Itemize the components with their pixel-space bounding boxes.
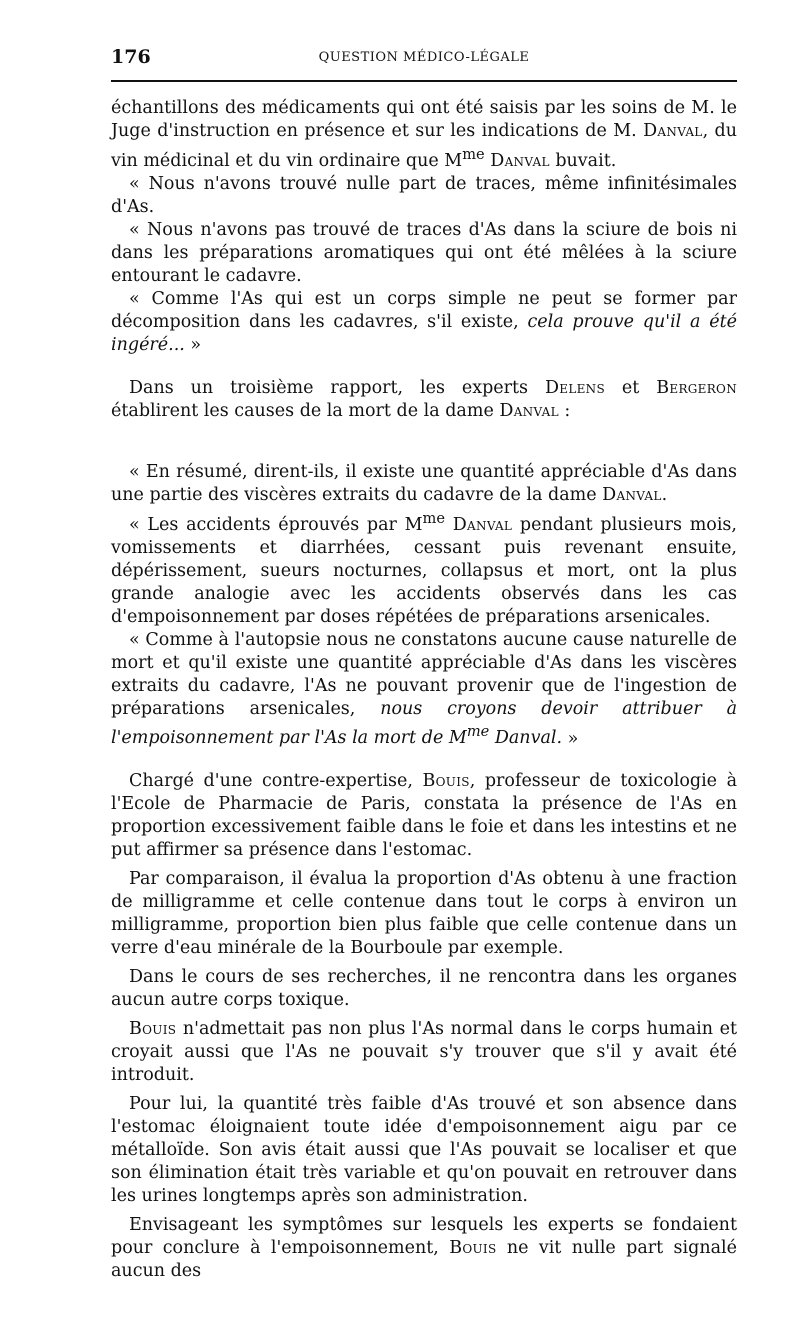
paragraph-6 bbox=[111, 461, 737, 507]
text-run: nous croyons devoir attribuer à l'empoisonnement par l'As la mort de M bbox=[111, 698, 737, 749]
running-title: QUESTION MÉDICO-LÉGALE bbox=[318, 50, 530, 65]
superscript-me: me bbox=[466, 723, 490, 741]
text-run: « En résumé, dirent-ils, il existe une quantité appréciable d'As dans une partie des viscères extraits du cadavre de la dame bbox=[111, 461, 737, 505]
text-run: ne vit nulle part signalé aucun des bbox=[111, 1238, 737, 1282]
text-run: pendant plusieurs mois, vomissements et diarrhées, cessant puis revenant ensuite, dépérissement, sueurs nocturnes, collapsus et mort, ont la plus grande analogie avec les accidents observés dans les cas d'empoisonnement par doses répétées de préparations arsenicales. bbox=[111, 514, 737, 627]
text-run: échantillons des médicaments qui ont été saisis par les soins de M. le Juge d'instruction en présence et sur les indications de M. bbox=[111, 98, 737, 141]
text-run: » bbox=[562, 728, 579, 749]
text-run: et bbox=[605, 377, 657, 398]
name-danval: Danval bbox=[643, 121, 703, 141]
text-run: . bbox=[661, 484, 668, 505]
name-bouis: Bouis bbox=[129, 1019, 177, 1040]
paragraph-5 bbox=[111, 377, 737, 423]
text-run: « Les accidents éprouvés par M bbox=[129, 514, 423, 535]
text-run: » bbox=[184, 334, 202, 355]
superscript-me: me bbox=[422, 509, 445, 527]
text-run: : bbox=[558, 400, 571, 421]
paragraph-3: « Nous n'avons pas trouvé de traces d'As dans la sciure de bois ni dans les préparations aromatiques qui ont été mêlées à la sciure entourant le cadavre. bbox=[111, 219, 737, 286]
text-run: « Comme à l'autopsie nous ne constatons aucune cause naturelle de mort et qu'il existe une quantité appréciable d'As dans les viscères extraits du cadavre, l'As ne pouvant provenir que de l'ingestion de préparations arsenicales, bbox=[111, 629, 737, 719]
paragraph-9 bbox=[111, 770, 737, 862]
page-number: 176 bbox=[111, 46, 151, 68]
text-run: Envisageant les symptômes sur lesquels les experts se fondaient pour conclure à l'empoisonnement, bbox=[111, 1215, 737, 1259]
name-danval: Danval bbox=[452, 514, 513, 535]
text-run: , du vin médicinal et du vin ordinaire que M bbox=[111, 121, 737, 171]
text-run: Chargé d'une contre-expertise, bbox=[129, 771, 423, 792]
name-danval: Danval bbox=[499, 400, 559, 421]
paragraph-2: « Nous n'avons trouvé nulle part de traces, même infinitésimales d'As. bbox=[111, 173, 737, 217]
text-run: « Comme l'As qui est un corps simple ne peut se former par décomposition dans les cadavres, s'il existe, bbox=[111, 288, 737, 332]
italic-quote: cela prouve qu'il a été ingéré... bbox=[111, 311, 737, 355]
paragraph-12 bbox=[111, 1018, 737, 1087]
text-run: Dans un troisième rapport, les experts bbox=[129, 377, 545, 398]
paragraph-4 bbox=[111, 288, 737, 357]
name-bergeron: Bergeron bbox=[656, 377, 737, 398]
text-run: Danval. bbox=[489, 728, 563, 749]
paragraph-11: Dans le cours de ses recherches, il ne rencontra dans les organes aucun autre corps toxique. bbox=[111, 967, 737, 1011]
name-delens: Delens bbox=[544, 377, 605, 398]
superscript-me: me bbox=[462, 146, 485, 163]
text-run: buvait. bbox=[549, 150, 617, 171]
paragraph-1 bbox=[111, 97, 737, 173]
text-run: n'admettait pas non plus l'As normal dans le corps humain et croyait aussi que l'As ne pouvait s'y trouver que s'il y avait été introduit. bbox=[111, 1019, 737, 1086]
text-run bbox=[445, 515, 453, 535]
header-rule bbox=[111, 80, 737, 82]
name-danval: Danval bbox=[490, 150, 550, 171]
text-run: établirent les causes de la mort de la dame bbox=[111, 400, 500, 421]
name-bouis: Bouis bbox=[449, 1238, 497, 1259]
paragraph-7 bbox=[111, 507, 737, 629]
paragraph-13: Pour lui, la quantité très faible d'As trouvé et son absence dans l'estomac éloignaient toute idée d'empoisonnement aigu par ce métalloïde. Son avis était aussi que l'As pouvait se localiser et que son élimination était très variable et qu'on pouvait en retrouver dans les urines longtemps après son administration. bbox=[111, 1094, 737, 1207]
paragraph-10: Par comparaison, il évalua la proportion d'As obtenu à une fraction de milligramme et celle contenue dans tout le corps à environ un milligramme, proportion bien plus faible que celle contenue dans un verre d'eau minérale de la Bourboule par exemple. bbox=[111, 869, 737, 959]
page-header bbox=[111, 46, 737, 76]
name-danval: Danval bbox=[602, 484, 662, 505]
text-run: , professeur de toxicologie à l'Ecole de Pharmacie de Paris, constata la présence de l'As en proportion excessivement faible dans le foie et dans les intestins et ne put affirmer sa présence dans l'estomac. bbox=[111, 771, 737, 861]
name-bouis: Bouis bbox=[422, 771, 470, 792]
paragraph-8 bbox=[111, 629, 737, 751]
page-body bbox=[111, 97, 737, 1283]
paragraph-14 bbox=[111, 1214, 737, 1283]
